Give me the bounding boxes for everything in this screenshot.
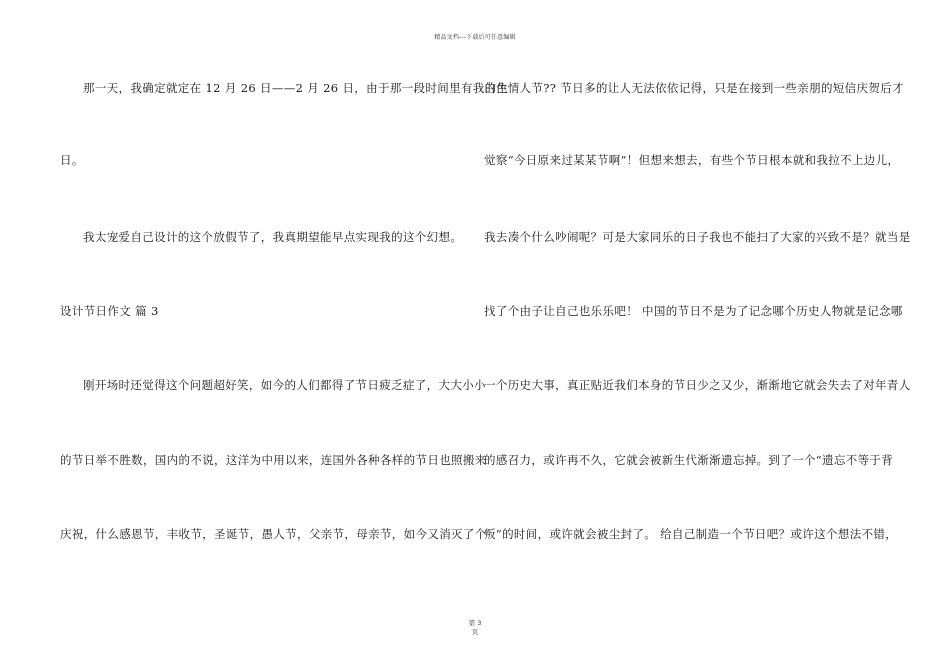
text-line: 那一天，我确定就定在 12 月 26 日——2 月 26 日，由于那一段时间里有我的生 (83, 81, 509, 95)
page-header: 精品文档---下载后可任意编辑 (434, 34, 516, 41)
section-heading: 设计节日作文 篇 3 (60, 304, 159, 318)
text-line: 的感召力，或许再不久，它就会被新生代渐渐遗忘掉。到了一个“遗忘不等于背 (484, 453, 894, 467)
text-line: 我去凑个什么吵闹呢？可是大家同乐的日子我也不能扫了大家的兴致不是？就当是 (484, 230, 911, 244)
text-line: 白色情人节?? 节日多的让人无法依依记得，只是在接到一些亲朋的短信庆贺后才 (484, 81, 904, 95)
text-line: 一个历史大事，真正贴近我们本身的节日少之又少，渐渐地它就会失去了对年青人 (484, 378, 911, 392)
page-number-label-bottom: 页 (471, 628, 479, 636)
text-line: 庆祝，什么感恩节，丰收节，圣诞节，愚人节，父亲节，母亲节，如今又消灭了个 (60, 527, 487, 541)
text-line: 我太宠爱自己设计的这个放假节了，我真期望能早点实现我的这个幻想。 (83, 230, 463, 244)
text-line: 找了个由子让自己也乐乐吧！ 中国的节日不是为了记念哪个历史人物就是记念哪 (484, 304, 903, 318)
text-line: 刚开场时还觉得这个问题超好笑，如今的人们都得了节日疲乏症了，大大小小 (83, 378, 486, 392)
text-line: 叛”的时间，或许就会被尘封了。 给自己制造一个节日吧？或许这个想法不错， (484, 527, 898, 541)
text-line: 日。 (60, 153, 84, 167)
page-number (0, 619, 950, 637)
text-line: 觉察“今日原来过某某节啊”！但想来想去，有些个节日根本就和我拉不上边儿， (484, 153, 900, 167)
right-column (484, 0, 911, 672)
text-line: 的节日举不胜数，国内的不说，这洋为中用以来，连国外各种各样的节日也照搬来 (60, 453, 487, 467)
page-number-label-top: 第 3 (468, 619, 482, 627)
